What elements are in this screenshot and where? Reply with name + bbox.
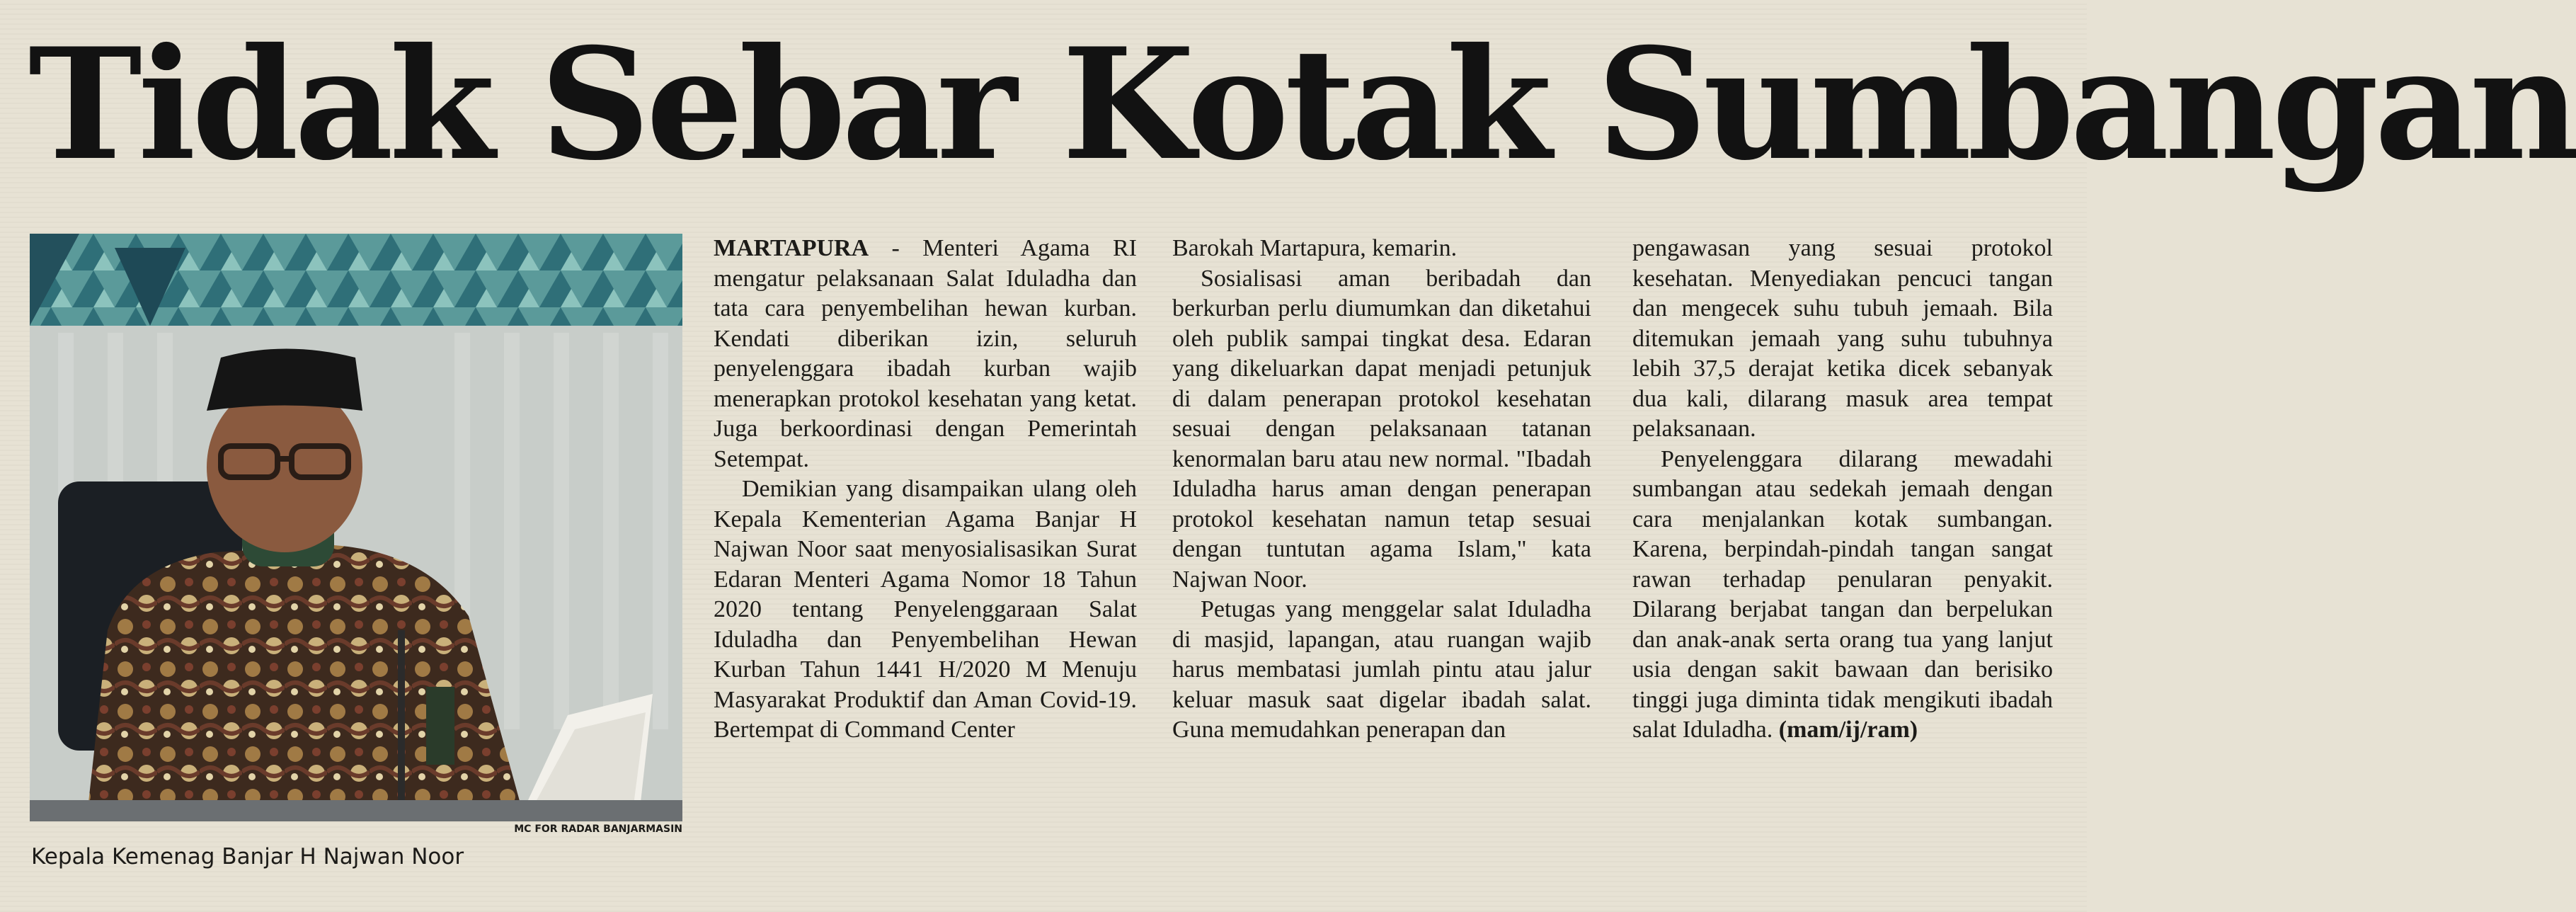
article-column-3 (1632, 234, 2053, 892)
paragraph: Demikian yang disampaikan ulang oleh Kepala Kementerian Agama Banjar H Najwan Noor saat menyosialisasikan Surat Edaran Menteri Agama Nomor 18 Tahun 2020 tentang Penyelenggaraan Salat Iduladha dan Penyembelihan Hewan Kurban Tahun 1441 H/2020 M Menuju Masyarakat Produktif dan Aman Covid-19. Bertempat di Command Center (714, 476, 1137, 743)
paragraph-lead (714, 234, 1137, 474)
dateline: MARTAPURA (714, 235, 869, 261)
paragraph: Sosialisasi aman beribadah dan berkurban perlu diumumkan dan diketahui oleh publik sampai tingkat desa. Edaran yang dikeluarkan dapat menjadi petunjuk di dalam penerapan protokol kesehatan sesuai dengan pelaksanaan tatanan kenormalan baru atau new normal. "Ibadah Iduladha harus aman dengan penerapan protokol kesehatan namun tetap sesuai dengan tuntutan agama Islam," kata Najwan Noor. (1172, 265, 1591, 593)
photo-credit: MC FOR RADAR BANJARMASIN (514, 823, 682, 835)
article-column-2 (1172, 234, 1591, 892)
paragraph-continued: Barokah Martapura, kemarin. (1172, 235, 1458, 261)
final-text: Penyelenggara dilarang mewadahi sumbangan atau sedekah jemaah dengan cara menjalankan kotak sumbangan. Karena, berpindah-pindah tangan sangat rawan terhadap penularan penyakit. Dilarang berjabat tangan dan berpelukan dan anak-anak serta orang tua yang lanjut usia dengan sakit bawaan dan berisiko tinggi juga diminta tidak mengikuti ibadah salat Iduladha. (1632, 445, 2053, 743)
photo-caption: Kepala Kemenag Banjar H Najwan Noor (31, 844, 464, 870)
byline: (mam/ij/ram) (1778, 717, 1918, 743)
paragraph-final (1632, 445, 2053, 746)
paragraph: Petugas yang menggelar salat Iduladha di masjid, lapangan, atau ruangan wajib harus membatasi jumlah pintu atau jalur keluar masuk saat digelar ibadah salat. Guna memudahkan penerapan dan (1172, 596, 1591, 743)
official-at-desk-illustration (30, 234, 682, 821)
news-photo (30, 234, 682, 821)
article-column-1 (714, 234, 1137, 892)
paragraph-continued: pengawasan yang sesuai protokol kesehatan. Menyediakan pencuci tangan dan mengecek suhu tubuh jemaah. Bila ditemukan jemaah yang suhu tubuhnya lebih 37,5 derajat ketika dicek sebanyak dua kali, dilarang masuk area tempat pelaksanaan. (1632, 235, 2053, 442)
lead-text: - Menteri Agama RI mengatur pelaksanaan Salat Iduladha dan tata cara penyembelihan hewan kurban. Kendati diberikan izin, seluruh penyelenggara ibadah kurban wajib menerapkan protokol kesehatan yang ketat. Juga berkoordinasi dengan Pemerintah Setempat. (714, 235, 1137, 472)
headline: Tidak Sebar Kotak Sumbangan (28, 14, 2576, 194)
